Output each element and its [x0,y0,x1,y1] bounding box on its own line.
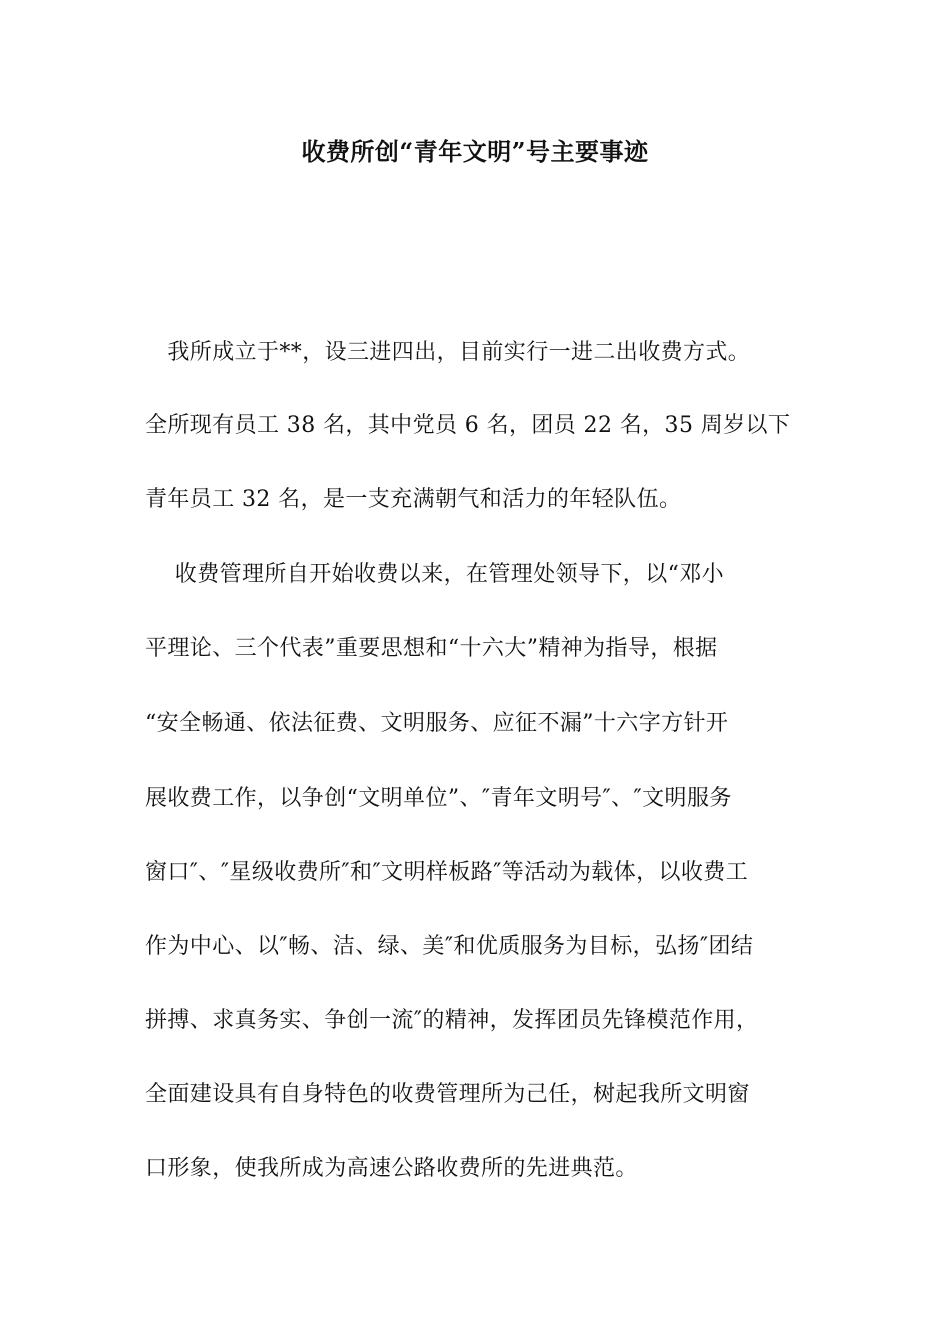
paragraph-line: 窗口″、″星级收费所″和″文明样板路″等活动为载体，以收费工 [145,860,749,885]
paragraph-line: 全面建设具有自身特色的收费管理所为己任，树起我所文明窗 [145,1082,750,1107]
paragraph-line: 作为中心、以″畅、洁、绿、美″和优质服务为目标，弘扬″团结 [145,934,754,959]
paragraph-line: 口形象，使我所成为高速公路收费所的先进典范。 [145,1156,638,1181]
paragraph-line: 全所现有员工 38 名，其中党员 6 名，团员 22 名，35 周岁以下 [145,413,791,438]
paragraph-line: 展收费工作，以争创“文明单位”、″青年文明号″、″文明服务 [145,786,732,811]
paragraph-line: 收费管理所自开始收费以来，在管理处领导下，以“邓小 [145,562,725,587]
paragraph-line: 平理论、三个代表”重要思想和“十六大”精神为指导，根据 [145,636,718,661]
paragraph-line: “安全畅通、依法征费、文明服务、应征不漏”十六字方针开 [145,711,729,736]
paragraph-line: 青年员工 32 名，是一支充满朝气和活力的年轻队伍。 [145,487,682,512]
paragraph-line: 我所成立于**，设三进四出，目前实行一进二出收费方式。 [145,340,751,365]
document-title: 收费所创“青年文明”号主要事迹 [301,137,649,166]
paragraph-line: 拼搏、求真务实、争创一流″的精神，发挥团员先锋模范作用， [145,1008,759,1033]
